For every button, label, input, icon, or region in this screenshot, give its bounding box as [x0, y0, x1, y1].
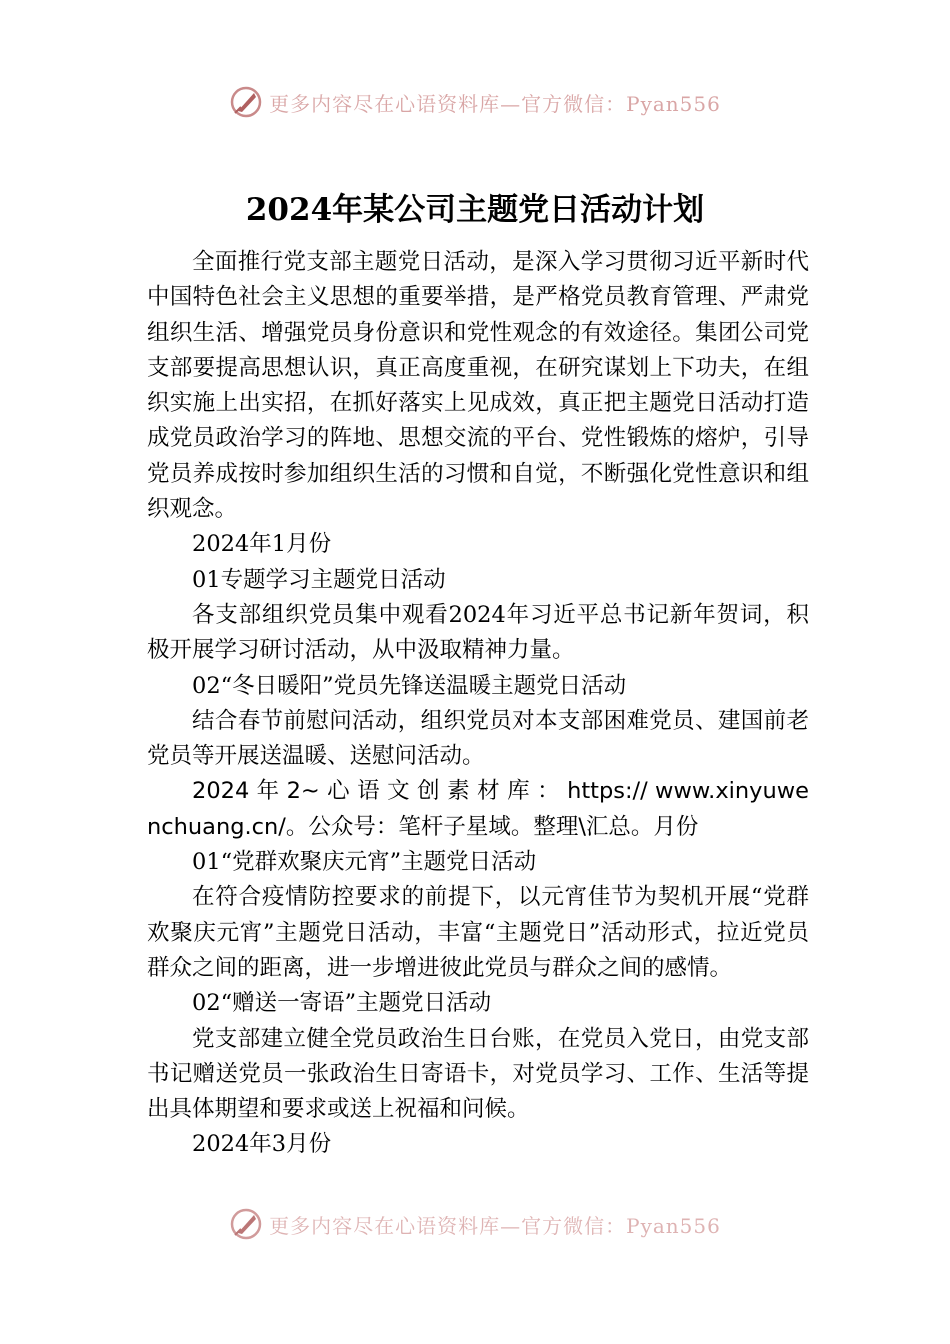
activity-heading: 02“赠送一寄语”主题党日活动	[192, 990, 492, 1017]
footer-watermark	[0, 1204, 950, 1244]
month-heading-march: 2024年3月份	[192, 1131, 332, 1158]
watermark-text: 更多内容尽在心语资料库—官方微信：Pyan556	[269, 1213, 721, 1238]
activity-paragraph: 结合春节前慰问活动，组织党员对本支部困难党员、建国前老党员等开展送温暖、送慰问活动。	[147, 707, 809, 770]
activity-heading: 02“冬日暖阳”党员先锋送温暖主题党日活动	[192, 672, 627, 699]
activity-heading: 01专题学习主题党日活动	[192, 566, 446, 593]
month-heading-february: 2024 年 2~ 心 语 文 创 素 材 库 ： https:// www.xinyuwenchuang.cn/。公众号：笔杆子星域。整理\汇总。月份	[147, 778, 809, 840]
document-title: 2024年某公司主题党日活动计划	[245, 192, 705, 228]
watermark-text: 更多内容尽在心语资料库—官方微信：Pyan556	[269, 91, 721, 116]
activity-paragraph: 党支部建立健全党员政治生日台账，在党员入党日，由党支部书记赠送党员一张政治生日寄语卡，对党员学习、工作、生活等提出具体期望和要求或送上祝福和问候。	[147, 1025, 809, 1123]
activity-paragraph: 各支部组织党员集中观看2024年习近平总书记新年贺词，积极开展学习研讨活动，从中汲取精神力量。	[147, 601, 809, 664]
quill-pen-logo-icon	[229, 1207, 263, 1241]
month-heading-january: 2024年1月份	[192, 531, 332, 558]
activity-heading: 01“党群欢聚庆元宵”主题党日活动	[192, 849, 537, 876]
document-body	[147, 245, 809, 1163]
header-watermark	[0, 82, 950, 122]
quill-pen-logo-icon	[229, 85, 263, 119]
intro-paragraph: 全面推行党支部主题党日活动，是深入学习贯彻习近平新时代中国特色社会主义思想的重要举措，是严格党员教育管理、严肃党组织生活、增强党员身份意识和党性观念的有效途径。集团公司党支部要提高思想认识，真正高度重视，在研究谋划上下功夫，在组织实施上出实招，在抓好落实上见成效，真正把主题党日活动打造成党员政治学习的阵地、思想交流的平台、党性锻炼的熔炉，引导党员养成按时参加组织生活的习惯和自觉，不断强化党性意识和组织观念。	[147, 249, 809, 523]
activity-paragraph: 在符合疫情防控要求的前提下，以元宵佳节为契机开展“党群欢聚庆元宵”主题党日活动，丰富“主题党日”活动形式，拉近党员群众之间的距离，进一步增进彼此党员与群众之间的感情。	[147, 884, 809, 981]
